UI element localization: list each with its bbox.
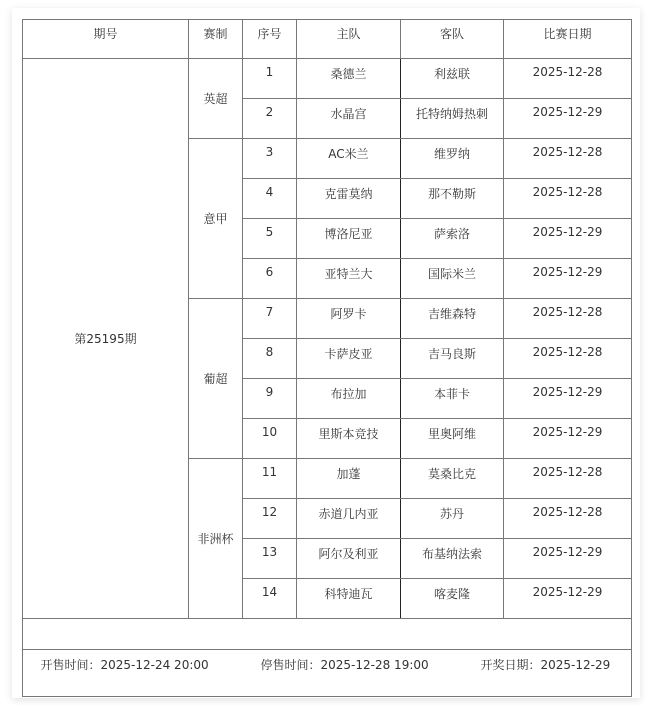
- match-away: 本菲卡: [401, 379, 504, 419]
- match-row: [23, 59, 632, 99]
- match-date: 2025-12-29: [504, 579, 632, 619]
- match-away: 维罗纳: [401, 139, 504, 179]
- match-no: 11: [243, 459, 297, 499]
- match-no: 7: [243, 299, 297, 339]
- match-no: 6: [243, 259, 297, 299]
- match-away: 莫桑比克: [401, 459, 504, 499]
- match-no: 14: [243, 579, 297, 619]
- match-home: AC米兰: [297, 139, 401, 179]
- match-home: 阿罗卡: [297, 299, 401, 339]
- league-cell: 意甲: [189, 139, 243, 299]
- match-home: 加蓬: [297, 459, 401, 499]
- match-home: 亚特兰大: [297, 259, 401, 299]
- match-date: 2025-12-28: [504, 179, 632, 219]
- match-home: 克雷莫纳: [297, 179, 401, 219]
- match-date: 2025-12-28: [504, 59, 632, 99]
- match-away: 吉马良斯: [401, 339, 504, 379]
- match-away: 国际米兰: [401, 259, 504, 299]
- match-away: 那不勒斯: [401, 179, 504, 219]
- match-away: 托特纳姆热刺: [401, 99, 504, 139]
- match-home: 赤道几内亚: [297, 499, 401, 539]
- match-away: 喀麦隆: [401, 579, 504, 619]
- header-issue: 期号: [23, 20, 189, 59]
- match-date: 2025-12-28: [504, 499, 632, 539]
- header-league: 赛制: [189, 20, 243, 59]
- header-row: [23, 20, 632, 59]
- match-date: 2025-12-29: [504, 99, 632, 139]
- match-home: 科特迪瓦: [297, 579, 401, 619]
- match-no: 8: [243, 339, 297, 379]
- match-no: 5: [243, 219, 297, 259]
- match-no: 1: [243, 59, 297, 99]
- match-no: 9: [243, 379, 297, 419]
- match-away: 萨索洛: [401, 219, 504, 259]
- match-away: 吉维森特: [401, 299, 504, 339]
- league-cell: 非洲杯: [189, 459, 243, 619]
- match-no: 3: [243, 139, 297, 179]
- league-cell: 英超: [189, 59, 243, 139]
- match-date: 2025-12-29: [504, 219, 632, 259]
- match-date: 2025-12-28: [504, 459, 632, 499]
- match-home: 卡萨皮亚: [297, 339, 401, 379]
- header-number: 序号: [243, 20, 297, 59]
- match-away: 里奥阿维: [401, 419, 504, 459]
- issue-cell: 第25195期: [23, 59, 189, 619]
- match-date: 2025-12-29: [504, 419, 632, 459]
- match-away: 布基纳法索: [401, 539, 504, 579]
- match-away: 利兹联: [401, 59, 504, 99]
- match-date: 2025-12-28: [504, 139, 632, 179]
- match-schedule-table: [22, 19, 632, 697]
- match-home: 布拉加: [297, 379, 401, 419]
- draw-date: 开奖日期：2025-12-29: [480, 658, 611, 672]
- match-home: 里斯本竞技: [297, 419, 401, 459]
- sale-end-time: 停售时间：2025-12-28 19:00: [260, 658, 429, 672]
- league-cell: 葡超: [189, 299, 243, 459]
- match-no: 4: [243, 179, 297, 219]
- match-date: 2025-12-28: [504, 299, 632, 339]
- header-home: 主队: [297, 20, 401, 59]
- match-date: 2025-12-29: [504, 379, 632, 419]
- blank-row: [23, 619, 632, 650]
- match-date: 2025-12-29: [504, 539, 632, 579]
- match-home: 水晶宫: [297, 99, 401, 139]
- footer-row: [23, 650, 632, 697]
- header-away: 客队: [401, 20, 504, 59]
- match-date: 2025-12-28: [504, 339, 632, 379]
- match-no: 13: [243, 539, 297, 579]
- header-date: 比赛日期: [504, 20, 632, 59]
- match-date: 2025-12-29: [504, 259, 632, 299]
- match-home: 阿尔及利亚: [297, 539, 401, 579]
- match-away: 苏丹: [401, 499, 504, 539]
- sale-start-time: 开售时间：2025-12-24 20:00: [40, 658, 209, 672]
- match-no: 2: [243, 99, 297, 139]
- match-no: 10: [243, 419, 297, 459]
- match-no: 12: [243, 499, 297, 539]
- match-home: 博洛尼亚: [297, 219, 401, 259]
- match-home: 桑德兰: [297, 59, 401, 99]
